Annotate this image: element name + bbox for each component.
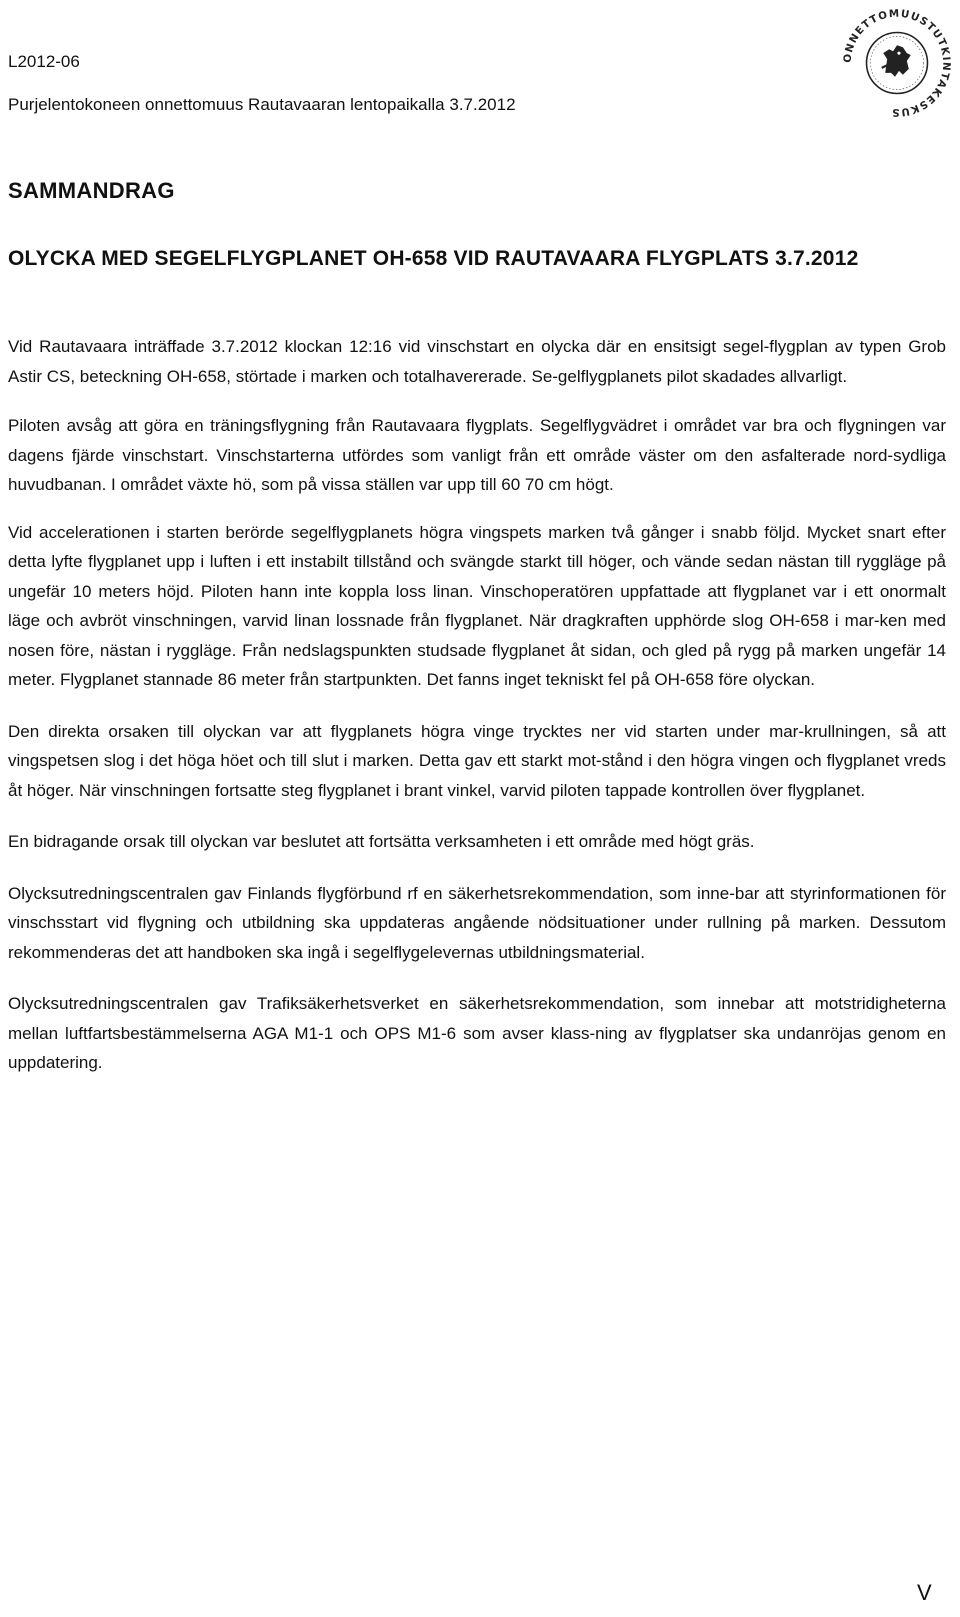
accident-investigation-board-logo <box>838 4 956 122</box>
summary-body <box>8 332 946 1100</box>
paragraph: Piloten avsåg att göra en träningsflygning från Rautavaara flygplats. Segelflygvädret i området var bra och flygningen var dagens fjärde vinschstart. Vinschstarterna utfördes som vanligt från ett område väster om den asfalterade nord-sydliga huvudbanan. I området växte hö, som på vissa ställen var upp till 60 70 cm högt. <box>8 416 946 494</box>
document-subtitle: Purjelentokoneen onnettomuus Rautavaaran lentopaikalla 3.7.2012 <box>8 95 516 114</box>
accident-title: OLYCKA MED SEGELFLYGPLANET OH-658 VID RAUTAVAARA FLYGPLATS 3.7.2012 <box>8 247 859 270</box>
paragraph: Den direkta orsaken till olyckan var att flygplanets högra vinge trycktes ner vid starten under mar-krullningen, så att vingspetsen slog i det höga höet och till slut i marken. Detta gav ett starkt mot-stånd i den högra vingen och flygplanet vreds åt höger. När vinschningen fortsatte steg flygplanet i brant vinkel, varvid piloten tappade kontrollen över flygplanet. <box>8 721 946 800</box>
paragraph: En bidragande orsak till olyckan var beslutet att fortsätta verksamheten i ett område med högt gräs. <box>8 832 755 851</box>
paragraph: Vid accelerationen i starten berörde segelflygplanets högra vingspets marken två gånger i snabb följd. Mycket snart efter detta lyfte flygplanet upp i luften i ett instabilt tillstånd och svängde starkt till höger, och vände sedan nästan till ryggläge på ungefär 10 meters höjd. Piloten hann inte koppla loss linan. Vinschoperatören uppfattade att flygplanet var i ett onormalt läge och avbröt vinschningen, varvid linan lossnade från flygplanet. När dragkraften upphörde slog OH-658 i mar-ken med nosen före, nästan i ryggläge. Från nedslagspunkten studsade flygplanet åt sidan, och gled på rygg på marken ungefär 14 meter. Flygplanet stannade 86 meter från startpunkten. Det fanns inget tekniskt fel på OH-658 före olyckan. <box>8 522 946 689</box>
svg-text:ONNETTOMUUSTUTKINTAKESKUS: ONNETTOMUUSTUTKINTAKESKUS <box>841 7 953 119</box>
document-id: L2012-06 <box>8 52 80 71</box>
paragraph: Vid Rautavaara inträffade 3.7.2012 klockan 12:16 vid vinschstart en olycka där en ensitsigt segel-flygplan av typen Grob Astir CS, beteckning OH-658, störtade i marken och totalhavererade. Se-gelflygplanets pilot skadades allvarligt. <box>8 337 946 386</box>
page-number: V <box>917 1580 932 1605</box>
lion-emblem-icon <box>881 45 911 76</box>
summary-heading: SAMMANDRAG <box>8 178 175 203</box>
paragraph: Olycksutredningscentralen gav Finlands flygförbund rf en säkerhetsrekommendation, som inne-bar att styrinformationen för vinschsstart vid flygning och utbildning ska uppdateras angående nödsituationer under rullning på marken. Dessutom rekommenderas det att handboken ska ingå i segelflygelevernas utbildningsmaterial. <box>8 883 946 962</box>
paragraph: Olycksutredningscentralen gav Trafiksäkerhetsverket en säkerhetsrekommendation, som innebar att motstridigheterna mellan luftfartsbestämmelserna AGA M1-1 och OPS M1-6 som avser klass-ning av flygplatser ska undanröjas genom en uppdatering. <box>8 994 946 1072</box>
